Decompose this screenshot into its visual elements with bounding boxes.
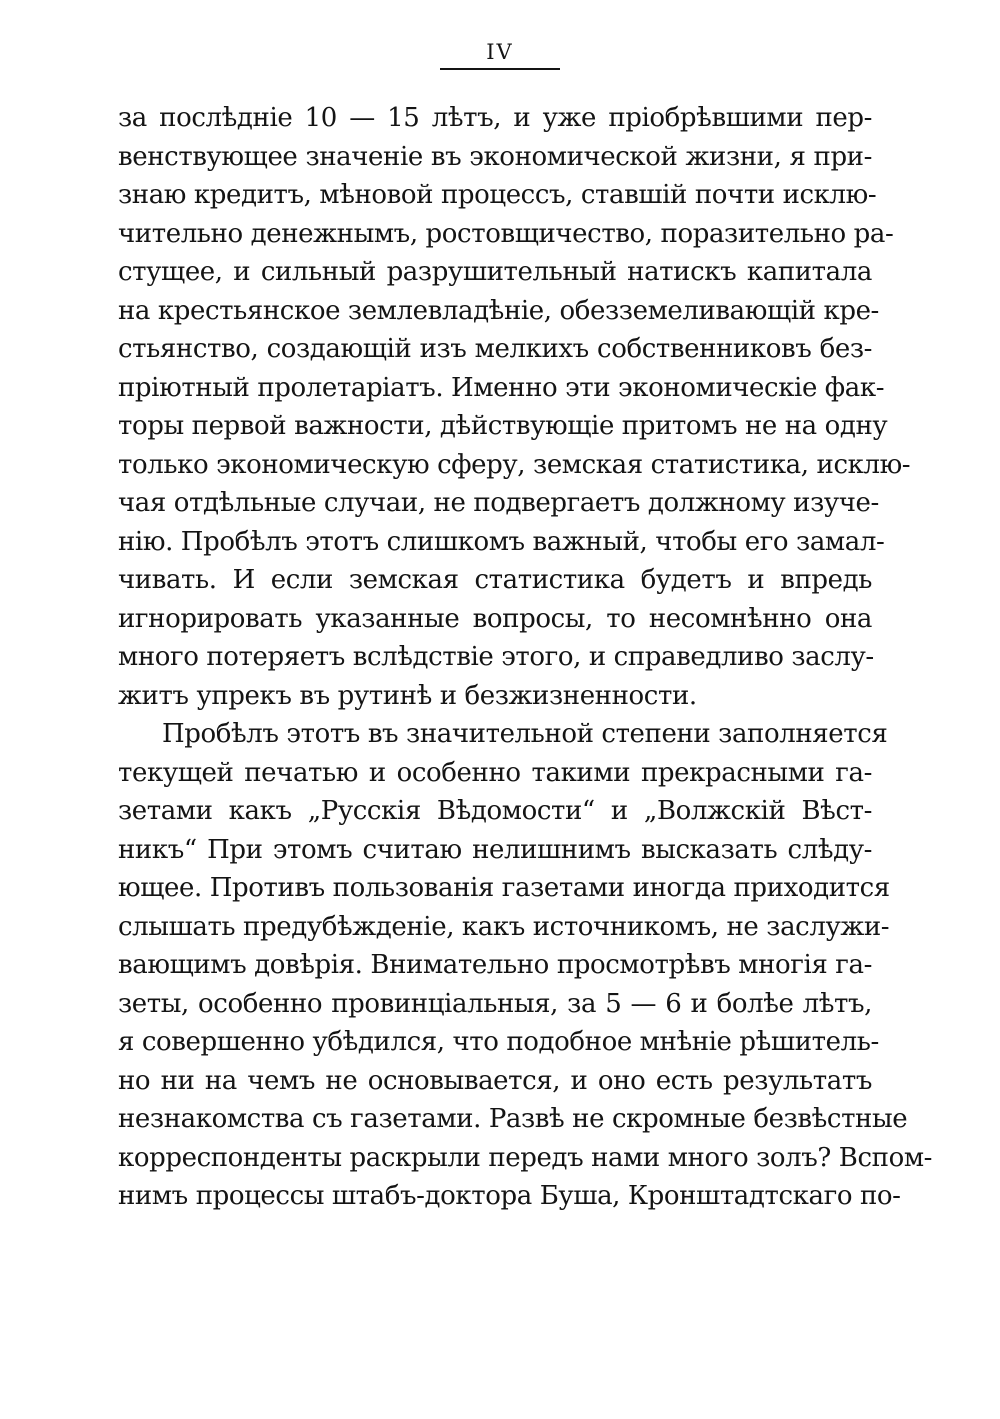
text-line: но ни на чемъ не основывается, и оно есть результатъ [118,1065,872,1096]
text-line: зетами какъ „Русскія Вѣдомости“ и „Волжскій Вѣст- [118,796,872,826]
text-line: я совершенно убѣдился, что подобное мнѣніе рѣшитель- [118,1027,879,1057]
text-line: пріютный пролетаріатъ. Именно эти экономическіе фак- [118,372,885,403]
text-line: чивать. И если земская статистика будетъ и впредь [118,565,872,595]
text-line: за послѣдніе 10 — 15 лѣтъ, и уже пріобрѣвшими пер- [118,103,872,133]
text-line: только экономическую сферу, земская статистика, исклю- [118,449,911,480]
text-line: торы первой важности, дѣйствующіе притомъ не на одну [118,411,888,441]
text-line: стущее, и сильный разрушительный натискъ капитала [118,257,872,287]
text-line: корреспонденты раскрыли передъ нами много золъ? Вспом- [118,1142,933,1173]
paragraph-end-line: житъ упрекъ въ рутинѣ и безжизненности. [118,680,697,711]
text-line: никъ“ При этомъ считаю нелишнимъ высказать слѣду- [118,834,872,865]
text-line: чая отдѣльные случаи, не подвергаетъ должному изуче- [118,488,879,518]
text-line: текущей печатью и особенно такими прекрасными га- [118,757,872,788]
text-line: стьянство, создающій изъ мелкихъ собственниковъ без- [118,334,872,364]
text-line: незнакомства съ газетами. Развѣ не скромные безвѣстные [118,1104,908,1134]
text-line: ющее. Противъ пользованія газетами иногда приходится [118,873,890,903]
text-line: слышать предубѣжденіе, какъ источникомъ, не заслужи- [118,911,890,942]
text-line: игнорировать указанные вопросы, то несомнѣнно она [118,603,872,634]
paragraph-start-line: Пробѣлъ этотъ въ значительной степени заполняется [162,719,888,749]
text-line: вающимъ довѣрія. Внимательно просмотрѣвъ многія га- [118,950,872,980]
page-number: IV [486,40,514,64]
text-line: нію. Пробѣлъ этотъ слишкомъ важный, чтобы его замал- [118,526,885,557]
text-line: на крестьянское землевладѣніе, обезземеливающій кре- [118,295,879,326]
text-line: много потеряетъ вслѣдствіе этого, и справедливо заслу- [118,642,874,672]
text-line: зеты, особенно провинціальныя, за 5 — 6 и болѣе лѣтъ, [118,988,872,1019]
text-line: знаю кредитъ, мѣновой процессъ, ставшій почти исклю- [118,180,877,210]
body-text [118,99,933,1216]
text-line: венствующее значеніе въ экономической жизни, я при- [118,141,872,172]
text-line: нимъ процессы штабъ-доктора Буша, Кронштадтскаго по- [118,1181,901,1211]
text-line: чительно денежнымъ, ростовщичество, поразительно ра- [118,218,894,249]
header-rule [440,68,560,70]
